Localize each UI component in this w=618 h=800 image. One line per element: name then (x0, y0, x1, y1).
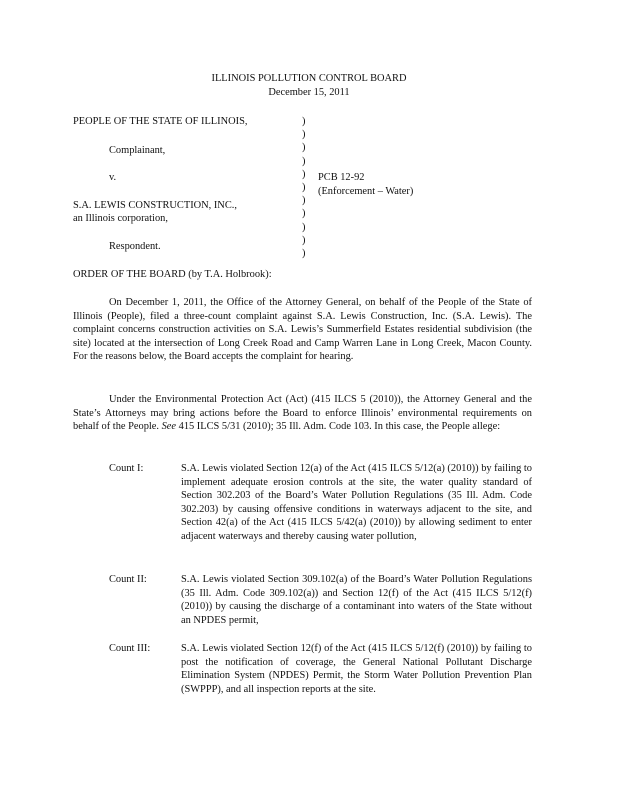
caption-parenthesis-column (302, 115, 305, 260)
order-date: December 15, 2011 (268, 87, 350, 98)
caption-respondent-role: Respondent. (109, 241, 161, 252)
caption-parenthesis: ) (302, 168, 306, 180)
paragraph-authority-text: Under the Environmental Protection Act (Act) (415 ILCS 5 (2010)), the Attorney General and the State’s Attorneys may bring actions before the Board to enforce Illinois’ environmental requirements on behalf of the People. (73, 394, 532, 432)
caption-parenthesis: ) (302, 116, 306, 127)
paragraph-filing-text: On December 1, 2011, the Office of the Attorney General, on behalf of the People of the State of Illinois (People), filed a three-count complaint against S.A. Lewis Construction, Inc. (S.A. Lewis). The complaint concerns construction activities on S.A. Lewis’s Summerfield Estates residential subdivision (the site) located at the intersection of Long Creek Road and Camp Warren Lane in Long Creek, Macon County. For the reasons below, the Board accepts the complaint for hearing. (73, 297, 532, 362)
caption-parenthesis: ) (302, 221, 306, 233)
caption-petitioner: PEOPLE OF THE STATE OF ILLINOIS, (73, 116, 248, 127)
caption-parenthesis: ) (302, 142, 306, 154)
caption-parenthesis: ) (302, 208, 306, 220)
count-text: S.A. Lewis violated Section 12(f) of the Act (415 ILCS 5/12(f) (2010)) by failing to post the notification of coverage, the General National Pollutant Discharge Elimination System (NPDES) Permit, the Storm Water Pollution Prevention Plan (SWPPP), and all inspection reports at the site. (181, 643, 532, 695)
see-signal: See (161, 421, 177, 432)
caption-parenthesis: ) (302, 234, 306, 246)
paragraph-filing (73, 296, 532, 364)
case-number: PCB 12-92 (318, 172, 365, 183)
caption-respondent-name: S.A. LEWIS CONSTRUCTION, INC., (73, 200, 237, 211)
count-text: S.A. Lewis violated Section 12(a) of the Act (415 ILCS 5/12(a) (2010)) by failing to implement adequate erosion controls at the site, the water quality standard of Section 302.203 of the Board’s Water Pollution Regulations (35 Ill. Adm. Code 302.203) by causing offensive conditions in waterways adjacent to the site, and Section 42(a) of the Act (415 ILCS 5/42(a) (2010)) by allowing sediment to enter adjacent waterways and thereby causing water pollution, (181, 463, 532, 542)
caption-parenthesis: ) (302, 155, 306, 167)
caption-parenthesis: ) (302, 247, 306, 259)
caption-parenthesis: ) (302, 195, 306, 207)
count-label: Count III: (109, 643, 151, 654)
caption-parenthesis: ) (302, 181, 306, 193)
paragraph-authority-citation: 415 ILCS 5/31 (2010); 35 Ill. Adm. Code 103. In this case, the People allege: (178, 421, 501, 432)
caption-parenthesis: ) (302, 129, 306, 141)
caption-complainant: Complainant, (109, 145, 166, 156)
count-label: Count I: (109, 463, 144, 474)
caption-respondent-desc: an Illinois corporation, (73, 213, 168, 224)
case-type: (Enforcement – Water) (318, 186, 414, 197)
caption-versus: v. (109, 172, 117, 183)
order-heading: ORDER OF THE BOARD (by T.A. Holbrook): (73, 269, 272, 280)
count-text: S.A. Lewis violated Section 309.102(a) of the Board’s Water Pollution Regulations (35 Ill. Adm. Code 309.102(a)) and Section 12(f) of the Act (415 ILCS 5/12(f) (2010)) by causing the discharge of a contaminant into waters of the State without an NPDES permit, (181, 574, 532, 626)
paragraph-authority (73, 393, 532, 434)
board-title: ILLINOIS POLLUTION CONTROL BOARD (211, 73, 407, 84)
count-label: Count II: (109, 574, 147, 585)
